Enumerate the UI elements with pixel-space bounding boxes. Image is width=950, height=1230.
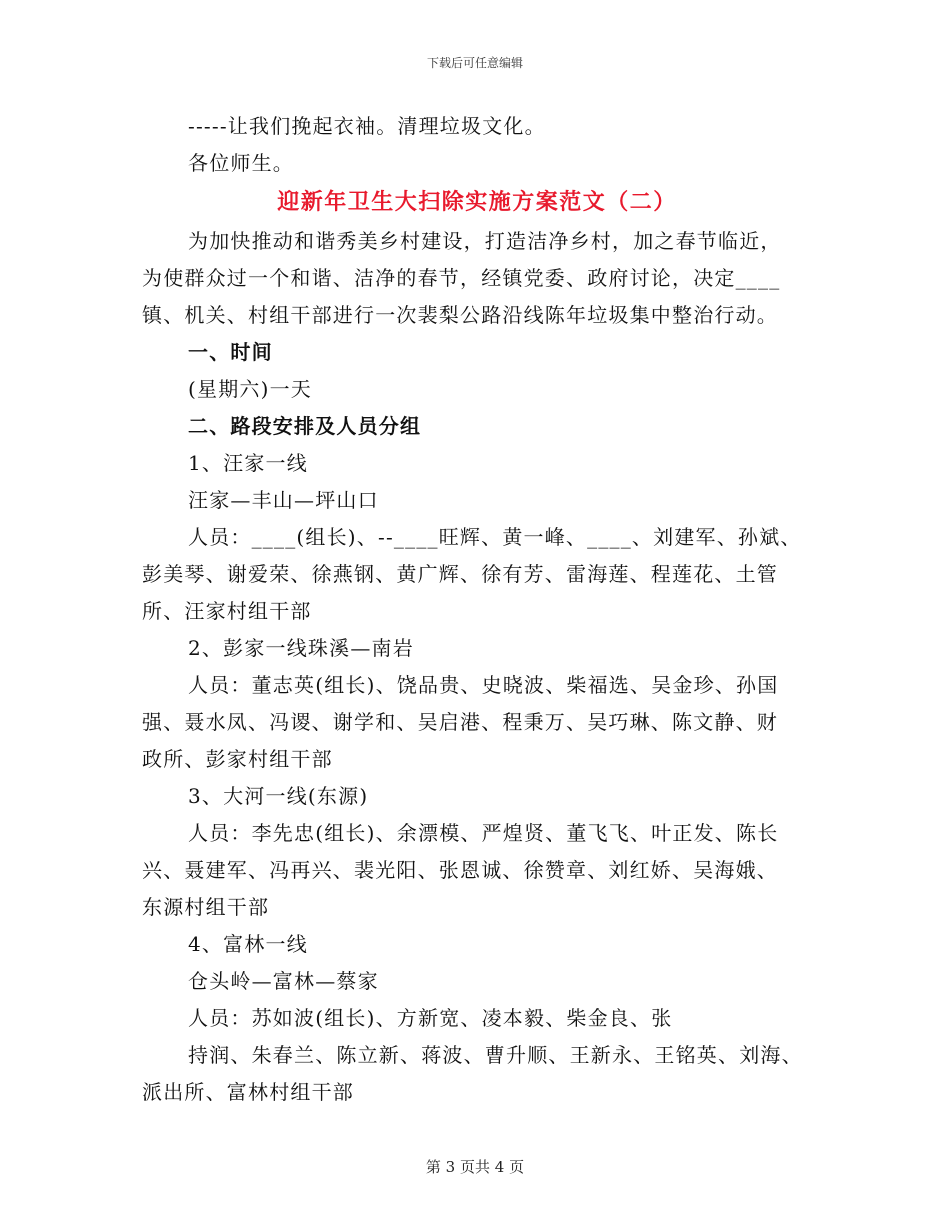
route-line: 仓头岭—富林—蔡家 <box>188 969 379 993</box>
subsection-heading: 3、大河一线(东源) <box>188 784 369 808</box>
section-heading: 二、路段安排及人员分组 <box>188 414 422 438</box>
personnel-line: 所、汪家村组干部 <box>142 599 312 623</box>
section-heading: 一、时间 <box>188 340 273 364</box>
personnel-line: 人员：苏如波(组长)、方新宽、凌本毅、柴金良、张 <box>188 1006 673 1030</box>
personnel-line: 人员：李先忠(组长)、余漂模、严煌贤、董飞飞、叶正发、陈长 <box>188 821 779 845</box>
paragraph-line: 镇、机关、村组干部进行一次裴梨公路沿线陈年垃圾集中整治行动。 <box>142 303 778 327</box>
document-title: 迎新年卫生大扫除实施方案范文（二） <box>277 189 677 215</box>
personnel-line: 强、聂水凤、冯谡、谢学和、吴启港、程秉万、吴巧琳、陈文静、财 <box>142 710 778 734</box>
subsection-heading: 2、彭家一线珠溪—南岩 <box>188 636 414 660</box>
personnel-line: 派出所、富林村组干部 <box>142 1080 354 1104</box>
document-body <box>142 108 812 1111</box>
paragraph-line: 为加快推动和谐秀美乡村建设，打造洁净乡村，加之春节临近， <box>188 229 782 253</box>
subsection-heading: 1、汪家一线 <box>188 451 308 475</box>
text-line: (星期六)一天 <box>188 377 313 401</box>
personnel-line: 东源村组干部 <box>142 895 270 919</box>
page-footer: 第 3 页共 4 页 <box>425 1158 525 1176</box>
personnel-line: 兴、聂建军、冯再兴、裴光阳、张恩诚、徐赞章、刘红娇、吴海娥、 <box>142 858 778 882</box>
text-line: -----让我们挽起衣袖。清理垃圾文化。 <box>188 114 546 138</box>
route-line: 汪家—丰山—坪山口 <box>188 488 379 512</box>
page-header: 下载后可任意编辑 <box>426 56 523 70</box>
personnel-line: 持润、朱春兰、陈立新、蒋波、曹升顺、王新永、王铭英、刘海、 <box>188 1043 803 1067</box>
paragraph-line: 为使群众过一个和谐、洁净的春节，经镇党委、政府讨论，决定____ <box>142 266 781 290</box>
personnel-line: 人员：董志英(组长)、饶品贵、史晓波、柴福选、吴金珍、孙国 <box>188 673 779 697</box>
text-line: 各位师生。 <box>188 151 294 175</box>
personnel-line: 彭美琴、谢爱荣、徐燕钢、黄广辉、徐有芳、雷海莲、程莲花、土管 <box>142 562 778 586</box>
personnel-line: 政所、彭家村组干部 <box>142 747 333 771</box>
personnel-line: 人员：____(组长)、--____旺辉、黄一峰、____、刘建军、孙斌、 <box>188 525 802 549</box>
subsection-heading: 4、富林一线 <box>188 932 308 956</box>
